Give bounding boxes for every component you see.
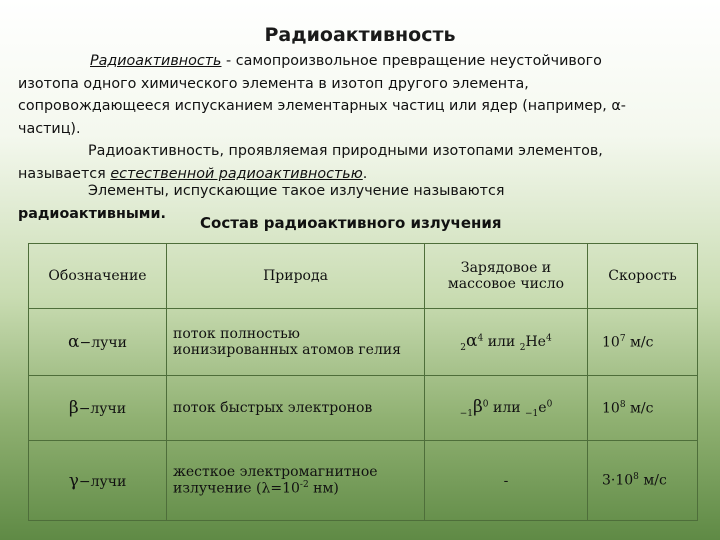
definition-line3: сопровождающееся испусканием элементарных частиц или ядер (например, α- (18, 98, 626, 114)
table-title: Состав радиоактивного излучения (200, 214, 502, 232)
beta-speed (588, 376, 698, 441)
alpha-charge-or: или (483, 334, 520, 351)
wavelength-unit: нм) (308, 480, 339, 497)
gamma-charge: - (425, 441, 588, 521)
natural-line2-suffix: . (362, 165, 368, 182)
alpha-charge-symbol: α (466, 331, 478, 352)
natural-line1: Радиоактивность, проявляемая природными изотопами элементов, (88, 143, 603, 159)
gamma-speed (588, 441, 698, 521)
header-nature: Природа (167, 244, 425, 309)
definition-paragraph (18, 50, 708, 140)
beta-charge-sub: −1 (459, 408, 473, 419)
alpha-speed (588, 309, 698, 376)
alpha-designation (29, 309, 167, 376)
beta-charge-sup: 0 (482, 399, 489, 410)
definition-line2: изотопа одного химического элемента в изотоп другого элемента, (18, 75, 529, 92)
header-speed: Скорость (588, 244, 698, 309)
gamma-suffix: −лучи (78, 473, 127, 490)
gamma-nature-line1: жесткое электромагнитное (173, 464, 378, 481)
elements-line1: Элементы, испускающие такое излучение называются (88, 183, 505, 199)
table-header-row (29, 244, 698, 309)
beta-nature: поток быстрых электронов (167, 376, 425, 441)
alpha-symbol: α (68, 332, 80, 352)
header-charge-mass: Зарядовое и массовое число (425, 244, 588, 309)
gamma-symbol: γ (68, 470, 79, 491)
electron-sup: 0 (546, 399, 553, 410)
alpha-suffix: −лучи (79, 335, 127, 351)
beta-charge-or: или (488, 400, 525, 417)
helium-symbol: He (525, 334, 546, 351)
alpha-charge-sup: 4 (477, 333, 484, 344)
beta-charge-symbol: β (472, 397, 483, 418)
beta-speed-base: 10 (602, 400, 620, 417)
electron-sub: −1 (525, 408, 539, 419)
beta-symbol: β (68, 398, 79, 418)
beta-charge (425, 376, 588, 441)
alpha-speed-exp: 7 (619, 333, 626, 344)
alpha-speed-base: 10 (602, 334, 620, 351)
gamma-designation (29, 441, 167, 521)
term-natural-radioactivity: естественной радиоактивностью (110, 165, 363, 182)
alpha-charge-sub: 2 (460, 342, 467, 353)
alpha-charge (425, 309, 588, 376)
beta-speed-exp: 8 (619, 399, 626, 410)
term-radioactive: радиоактивными. (18, 205, 166, 222)
header-designation: Обозначение (29, 244, 167, 309)
gamma-speed-base: 3·10 (602, 472, 634, 489)
lambda-symbol: λ (261, 480, 271, 497)
wavelength-exp: -2 (299, 480, 309, 491)
table-row-gamma (29, 441, 698, 521)
definition-line1: - самопроизвольное превращение неустойчивого (221, 53, 602, 69)
beta-speed-unit: м/с (625, 400, 654, 417)
gamma-nature-line2: излучение ( (173, 480, 262, 497)
gamma-speed-exp: 8 (633, 472, 639, 483)
helium-sub: 2 (519, 342, 526, 353)
natural-radioactivity-paragraph (18, 140, 708, 185)
alpha-nature: поток полностью ионизированных атомов гелия (167, 309, 425, 376)
helium-sup: 4 (545, 333, 552, 344)
table-row-beta (29, 376, 698, 441)
wavelength-value: =10 (270, 480, 300, 497)
beta-suffix: −лучи (78, 401, 127, 417)
definition-line4: частиц). (18, 120, 81, 137)
electron-symbol: e (538, 400, 547, 417)
alpha-speed-unit: м/с (625, 334, 654, 351)
gamma-nature (167, 441, 425, 521)
radiation-table (28, 243, 698, 521)
gamma-speed-unit: м/с (638, 472, 667, 489)
natural-line2-prefix: называется (18, 165, 111, 182)
page-title: Радиоактивность (264, 24, 456, 46)
table-row-alpha (29, 309, 698, 376)
beta-designation (29, 376, 167, 441)
term-radioactivity: Радиоактивность (90, 53, 222, 69)
